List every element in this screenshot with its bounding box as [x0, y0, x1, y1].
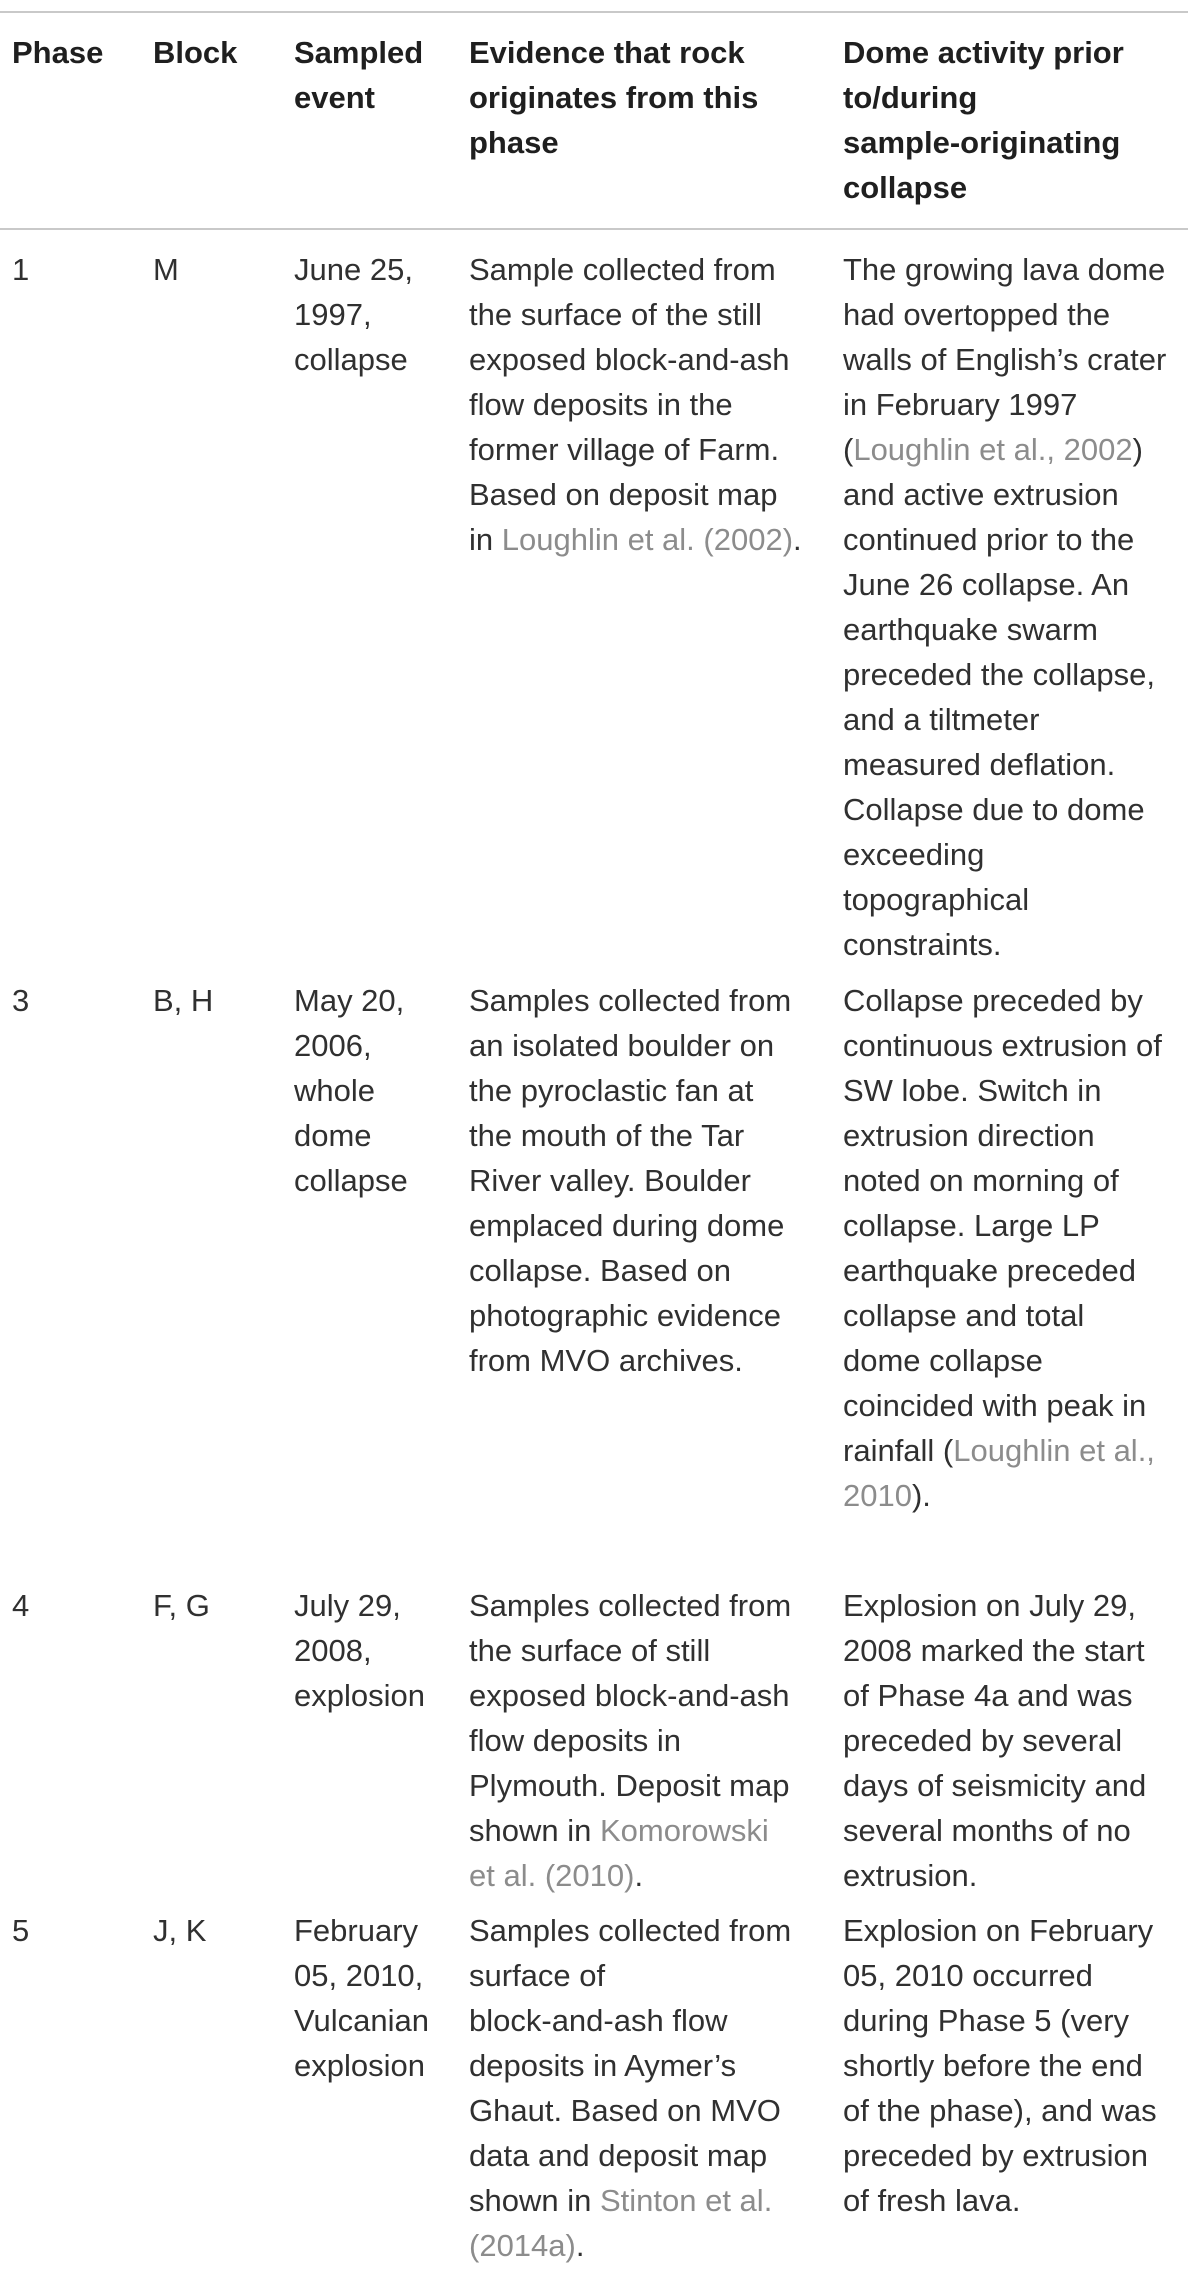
cell-text: preceded by several [843, 1723, 1123, 1758]
cell-line [469, 1023, 824, 1068]
header-evidence [469, 30, 824, 165]
cell-line [843, 1113, 1188, 1158]
header-line: sample-originating [843, 125, 1121, 160]
cell-line [469, 978, 824, 1023]
cell-text: SW lobe. Switch in [843, 1073, 1102, 1108]
citation-link[interactable]: (2014a) [469, 2228, 576, 2263]
cell-line [469, 1248, 824, 1293]
cell-text: of Phase 4a and was [843, 1678, 1133, 1713]
cell-line [843, 1383, 1188, 1428]
cell-line [843, 922, 1188, 967]
row-2-block: B, H [153, 983, 214, 1018]
cell-line [843, 978, 1188, 1023]
cell-line [469, 1673, 824, 1718]
cell-text: exceeding [843, 837, 985, 872]
cell-line [469, 472, 824, 517]
cell-line [843, 742, 1188, 787]
cell-text: extrusion direction [843, 1118, 1095, 1153]
row-4-evidence [469, 1908, 824, 2268]
cell-text: ( [843, 432, 854, 467]
cell-line [469, 1953, 824, 1998]
cell-line [843, 1953, 1188, 1998]
cell-text: surface of [469, 1958, 606, 1993]
cell-text: Sample collected from [469, 252, 776, 287]
cell-line [843, 1998, 1188, 2043]
cell-line [843, 1338, 1188, 1383]
header-line: to/during [843, 80, 978, 115]
cell-line: explosion [294, 2048, 425, 2083]
cell-line [469, 382, 824, 427]
row-1-block: M [153, 252, 179, 287]
cell-text: continuous extrusion of [843, 1028, 1162, 1063]
cell-text: and active extrusion [843, 477, 1119, 512]
cell-text: rainfall ( [843, 1433, 954, 1468]
cell-line [843, 1908, 1188, 1953]
cell-text: the surface of still [469, 1633, 711, 1668]
row-1-event [294, 247, 454, 382]
cell-line [469, 337, 824, 382]
cell-text: Collapse preceded by [843, 983, 1143, 1018]
row-3-phase: 4 [12, 1588, 30, 1623]
cell-text: preceded by extrusion [843, 2138, 1149, 2173]
citation-link[interactable]: Stinton et al. [599, 2183, 773, 2218]
cell-text: . [634, 1858, 644, 1893]
cell-text: . [793, 522, 802, 557]
cell-text: 05, 2010 occurred [843, 1958, 1093, 1993]
cell-text: Explosion on February [843, 1913, 1154, 1948]
row-4-block: J, K [153, 1913, 207, 1948]
row-4-phase: 5 [12, 1913, 30, 1948]
cell-line [843, 247, 1188, 292]
cell-line: dome [294, 1118, 372, 1153]
cell-line [843, 337, 1188, 382]
row-3-evidence [469, 1583, 824, 1898]
cell-line [843, 2043, 1188, 2088]
header-line: collapse [843, 170, 968, 205]
cell-text: several months of no [843, 1813, 1131, 1848]
cell-line [843, 787, 1188, 832]
cell-line [843, 382, 1188, 427]
cell-line [469, 2043, 824, 2088]
cell-text: in [469, 522, 502, 557]
cell-text: collapse and total [843, 1298, 1085, 1333]
cell-line [843, 1583, 1188, 1628]
cell-text: flow deposits in [469, 1723, 681, 1758]
cell-text: Samples collected from [469, 1913, 792, 1948]
cell-line [843, 2088, 1188, 2133]
citation-link[interactable]: Loughlin et al. (2002) [501, 522, 794, 557]
cell-line [469, 1068, 824, 1113]
cell-line [469, 1628, 824, 1673]
row-1-phase: 1 [12, 252, 30, 287]
cell-line [843, 427, 1188, 472]
cell-line [469, 2088, 824, 2133]
cell-line: 2008, [294, 1633, 372, 1668]
cell-text: collapse. Large LP [843, 1208, 1100, 1243]
cell-text: Ghaut. Based on MVO [469, 2093, 781, 2128]
cell-line [469, 1293, 824, 1338]
cell-line [469, 1338, 824, 1383]
cell-line [469, 2133, 824, 2178]
cell-line [843, 1158, 1188, 1203]
citation-link[interactable]: Komorowski [599, 1813, 769, 1848]
cell-line [843, 1473, 1188, 1518]
cell-text: earthquake preceded [843, 1253, 1137, 1288]
cell-line: May 20, [294, 983, 405, 1018]
cell-line [469, 1853, 824, 1898]
cell-text: dome collapse [843, 1343, 1043, 1378]
cell-line [469, 1113, 824, 1158]
cell-text: former village of Farm. [469, 432, 780, 467]
cell-text: days of seismicity and [843, 1768, 1147, 1803]
cell-text: collapse. Based on [469, 1253, 731, 1288]
cell-line: 2006, [294, 1028, 372, 1063]
cell-text: flow deposits in the [469, 387, 733, 422]
header-line: Evidence that rock [469, 35, 745, 70]
cell-line [843, 697, 1188, 742]
row-3-activity [843, 1583, 1188, 1898]
cell-line: July 29, [294, 1588, 401, 1623]
cell-text: walls of English’s crater [843, 342, 1167, 377]
header-sampled-event [294, 30, 454, 120]
cell-text: continued prior to the [843, 522, 1135, 557]
cell-text: coincided with peak in [843, 1388, 1147, 1423]
cell-line [469, 427, 824, 472]
cell-text: an isolated boulder on [469, 1028, 775, 1063]
cell-line [843, 1248, 1188, 1293]
cell-text: exposed block-and-ash [469, 1678, 790, 1713]
cell-text: earthquake swarm [843, 612, 1099, 647]
header-rule [0, 228, 1188, 230]
cell-text: during Phase 5 (very [843, 2003, 1130, 2038]
cell-line: whole [294, 1073, 375, 1108]
cell-text: exposed block-and-ash [469, 342, 790, 377]
table-top-rule [0, 11, 1188, 13]
row-1-evidence [469, 247, 824, 562]
cell-line: Vulcanian [294, 2003, 430, 2038]
cell-line [843, 1673, 1188, 1718]
cell-line [843, 607, 1188, 652]
cell-line [843, 2133, 1188, 2178]
row-4-event [294, 1908, 454, 2088]
header-line: originates from this [469, 80, 759, 115]
header-dome-activity [843, 30, 1188, 210]
header-phase: Phase [12, 35, 104, 70]
cell-line [843, 832, 1188, 877]
cell-text: from MVO archives. [469, 1343, 743, 1378]
header-line: Dome activity prior [843, 35, 1124, 70]
cell-line: collapse [294, 1163, 408, 1198]
cell-line [843, 2178, 1188, 2223]
cell-text: data and deposit map [469, 2138, 768, 2173]
cell-text: the pyroclastic fan at [469, 1073, 754, 1108]
cell-text: . [575, 2228, 585, 2263]
cell-line [843, 1628, 1188, 1673]
cell-text: the mouth of the Tar [469, 1118, 745, 1153]
row-2-event [294, 978, 454, 1203]
cell-text: June 26 collapse. An [843, 567, 1130, 602]
cell-line [469, 247, 824, 292]
cell-line: 1997, [294, 297, 372, 332]
row-3-block: F, G [153, 1588, 210, 1623]
row-2-activity [843, 978, 1188, 1518]
header-line: Sampled [294, 35, 424, 70]
cell-text: and a tiltmeter [843, 702, 1040, 737]
citation-link[interactable]: Loughlin et al., 2002 [853, 432, 1133, 467]
cell-line [469, 1998, 824, 2043]
cell-text: emplaced during dome [469, 1208, 785, 1243]
cell-text: block-and-ash flow [469, 2003, 728, 2038]
row-2-evidence [469, 978, 824, 1383]
cell-text: shown in [469, 1813, 600, 1848]
cell-text: photographic evidence [469, 1298, 781, 1333]
cell-line [469, 2223, 824, 2268]
cell-line [843, 877, 1188, 922]
cell-text: Plymouth. Deposit map [469, 1768, 790, 1803]
cell-text: The growing lava dome [843, 252, 1166, 287]
cell-line: 05, 2010, [294, 1958, 424, 1993]
cell-line [469, 292, 824, 337]
cell-text: noted on morning of [843, 1163, 1119, 1198]
cell-line [469, 1583, 824, 1628]
citation-link[interactable]: et al. (2010) [469, 1858, 635, 1893]
cell-line [843, 652, 1188, 697]
cell-line [843, 1808, 1188, 1853]
cell-text: 2008 marked the start [843, 1633, 1145, 1668]
cell-line [469, 1158, 824, 1203]
cell-text: Samples collected from [469, 1588, 792, 1623]
cell-line [843, 472, 1188, 517]
cell-text: Based on deposit map [469, 477, 778, 512]
header-line: phase [469, 125, 559, 160]
cell-line [843, 1023, 1188, 1068]
cell-text: preceded the collapse, [843, 657, 1155, 692]
cell-line [469, 1763, 824, 1808]
cell-text: ). [911, 1478, 931, 1513]
cell-text: the surface of the still [469, 297, 762, 332]
cell-line [469, 517, 824, 562]
cell-text: of fresh lava. [843, 2183, 1021, 2218]
header-line: event [294, 80, 375, 115]
cell-text: River valley. Boulder [469, 1163, 751, 1198]
cell-text: constraints. [843, 927, 1002, 962]
cell-line [843, 1718, 1188, 1763]
cell-line [843, 562, 1188, 607]
cell-line [843, 1853, 1188, 1898]
citation-link[interactable]: 2010 [843, 1478, 912, 1513]
cell-line [843, 517, 1188, 562]
cell-line: February [294, 1913, 419, 1948]
cell-text: measured deflation. [843, 747, 1116, 782]
cell-line [469, 2178, 824, 2223]
cell-text: extrusion. [843, 1858, 978, 1893]
cell-text: Samples collected from [469, 983, 792, 1018]
cell-text: shown in [469, 2183, 600, 2218]
cell-line [843, 292, 1188, 337]
row-1-activity [843, 247, 1188, 967]
cell-line: June 25, [294, 252, 413, 287]
cell-line [469, 1718, 824, 1763]
cell-line [843, 1763, 1188, 1808]
cell-text: had overtopped the [843, 297, 1111, 332]
cell-line: collapse [294, 342, 408, 377]
cell-text: shortly before the end [843, 2048, 1143, 2083]
cell-line [843, 1203, 1188, 1248]
cell-line: explosion [294, 1678, 425, 1713]
cell-line [469, 1908, 824, 1953]
cell-line [469, 1203, 824, 1248]
cell-text: of the phase), and was [843, 2093, 1157, 2128]
cell-text: deposits in Aymer’s [469, 2048, 737, 2083]
cell-text: in February 1997 [843, 387, 1078, 422]
cell-line [843, 1293, 1188, 1338]
citation-link[interactable]: Loughlin et al., [953, 1433, 1155, 1468]
header-block: Block [153, 35, 238, 70]
row-3-event [294, 1583, 454, 1718]
cell-text: ) [1132, 432, 1143, 467]
cell-text: topographical [843, 882, 1030, 917]
cell-line [843, 1068, 1188, 1113]
cell-line [469, 1808, 824, 1853]
row-4-activity [843, 1908, 1188, 2223]
cell-text: Collapse due to dome [843, 792, 1145, 827]
row-2-phase: 3 [12, 983, 30, 1018]
cell-line [843, 1428, 1188, 1473]
cell-text: Explosion on July 29, [843, 1588, 1136, 1623]
